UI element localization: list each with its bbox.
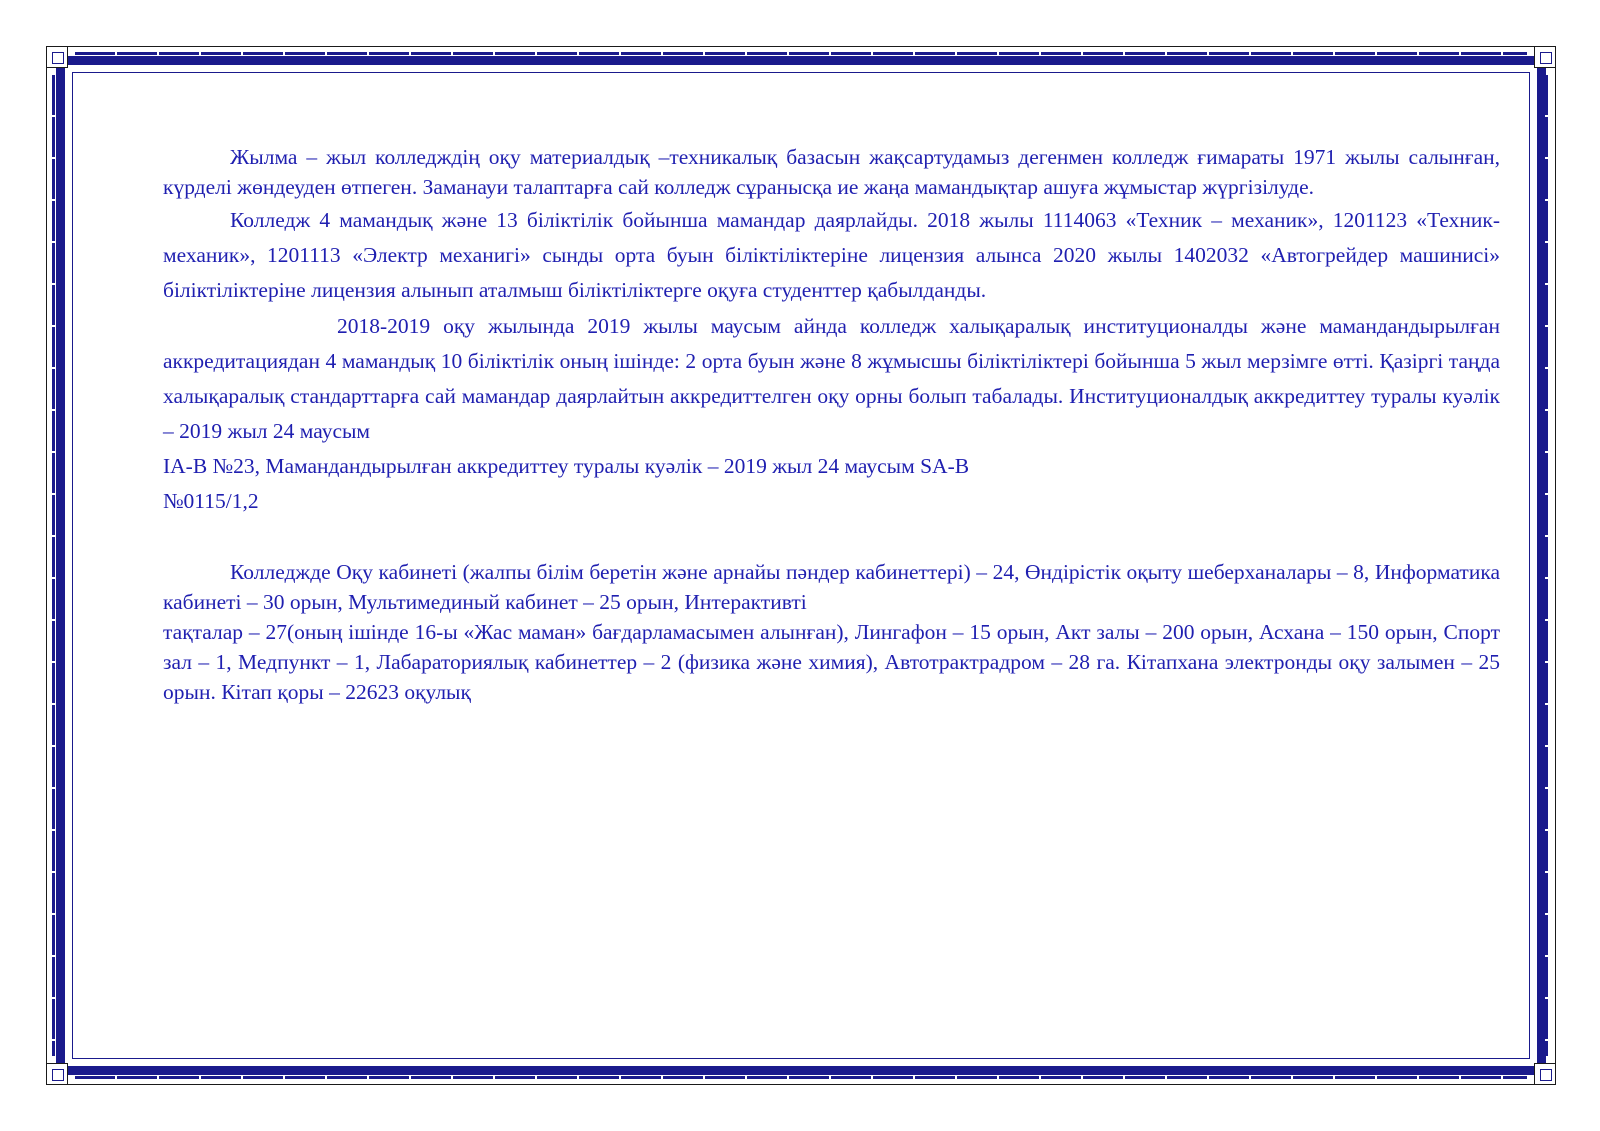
paragraph-certificate: IA-B №23, Мамандандырылған аккредиттеу туралы куәлік – 2019 жыл 24 маусым SA-B [163,454,970,478]
paragraph-accreditation: 2018-2019 оқу жылында 2019 жылы маусым айнда колледж халықаралық институционалды және мамандандырылған аккредитациядан 4 мамандық 10 біліктілік оның ішінде: 2 орта буын және 8 жұмысшы біліктіліктері бойынша 5 жыл мерзімге өтті. Қазіргі таңда халықаралық стандарттарға сай мамандар даярлайтын аккредиттелген оқу орны болып табалады. Институционалдық аккредиттеу туралы куәлік – 2019 жыл 24 маусым [163,314,1500,443]
paragraph-specialties: Колледж 4 мамандық және 13 біліктілік бойынша мамандар даярлайды. 2018 жылы 1114063 «Техник – механик», 1201123 «Техник-механик», 1201113 «Электр механигі» сынды орта буын біліктіліктеріне лицензия алынса 2020 жылы 1402032 «Автогрейдер машинисі» біліктіліктеріне лицензия алынып аталмыш біліктіліктерге оқуға студенттер қабылданды. [163,208,1500,302]
frame-dash-bottom [75,1076,1527,1079]
document-body [163,142,1500,707]
paragraph-certificate-number: №0115/1,2 [163,489,259,513]
frame-dash-right [1545,75,1548,1056]
frame-corner-ornament [46,46,68,68]
frame-dash-top [75,52,1527,55]
frame-corner-ornament [46,1063,68,1085]
paragraph-building: Жылма – жыл колледждің оқу материалдық –техникалық базасын жақсартудамыз дегенмен колледж ғимараты 1971 жылы салынған, күрделі жөндеуден өтпеген. Заманауи талаптарға сай колледж сұранысқа ие жаңа мамандықтар ашуға жұмыстар жүргізілуде. [163,145,1500,199]
frame-dash-left [52,75,55,1056]
paragraph-facilities-continued: тақталар – 27(оның ішінде 16-ы «Жас маман» бағдарламасымен алынған), Лингафон – 15 орын, Акт залы – 200 орын, Асхана – 150 орын, Спорт зал – 1, Медпункт – 1, Лабараториялық кабинеттер – 2 (физика және химия), Автотрактрадром – 28 га. Кітапхана электронды оқу залымен – 25 орын. Кітап қоры – 22623 оқулық [163,620,1500,704]
frame-corner-ornament [1534,1063,1556,1085]
paragraph-facilities: Колледжде Оқу кабинеті (жалпы білім беретін және арнайы пәндер кабинеттері) – 24, Өндірістік оқыту шеберханалары – 8, Информатика кабинеті – 30 орын, Мультимединый кабинет – 25 орын, Интерактивті [163,560,1500,614]
frame-corner-ornament [1534,46,1556,68]
